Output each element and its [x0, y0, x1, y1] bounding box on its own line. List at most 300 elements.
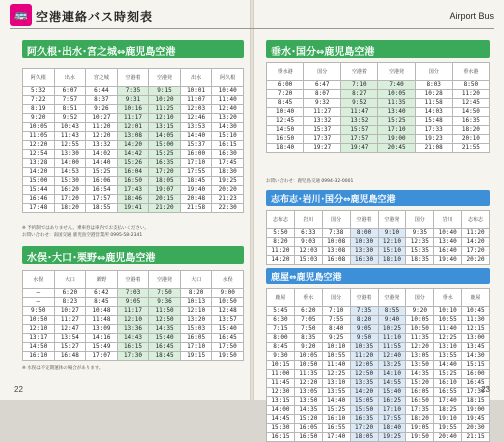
section-banner-kanoya: [266, 268, 490, 284]
table-cell: 11:45: [267, 379, 295, 388]
table-cell: 16:05: [406, 388, 434, 397]
table-cell: 14:40: [434, 361, 462, 370]
column-header: 出水: [54, 69, 86, 87]
table-cell: 10:40: [212, 87, 244, 96]
table-cell: 16:10: [23, 352, 55, 361]
table-row: [267, 343, 490, 352]
column-header: 大口: [54, 271, 86, 289]
table-cell: 8:00: [350, 229, 378, 238]
table-cell: 15:20: [294, 415, 322, 424]
table-cell: 19:41: [117, 204, 149, 213]
table-cell: 22:30: [212, 204, 244, 213]
table-cell: 17:43: [117, 186, 149, 195]
table-cell: 9:35: [406, 229, 434, 238]
table-cell: 7:57: [54, 96, 86, 105]
table-cell: 12:20: [406, 343, 434, 352]
table-cell: 11:40: [212, 96, 244, 105]
table-cell: 12:03: [294, 247, 322, 256]
table-cell: 12:03: [180, 105, 212, 114]
table-cell: 15:30: [54, 177, 86, 186]
column-header: 鹿屋: [462, 289, 490, 307]
table-cell: 20:48: [180, 195, 212, 204]
table-cell: 13:50: [294, 397, 322, 406]
table-cell: 14:05: [149, 132, 181, 141]
table-row: [23, 141, 244, 150]
table-cell: 11:47: [341, 108, 378, 117]
table-cell: 12:45: [267, 117, 304, 126]
table-cell: 10:35: [350, 343, 378, 352]
table-row: [267, 433, 490, 442]
column-header: 空港着: [350, 211, 378, 229]
table-cell: 6:42: [86, 289, 118, 298]
table-cell: 17:48: [23, 204, 55, 213]
table-cell: 13:05: [294, 388, 322, 397]
table-cell: 12:54: [23, 150, 55, 159]
table-cell: 11:10: [378, 334, 406, 343]
table-cell: 19:15: [180, 352, 212, 361]
table-cell: 6:47: [304, 81, 341, 90]
table-cell: 13:08: [322, 247, 350, 256]
table-cell: 11:43: [54, 132, 86, 141]
table-cell: 13:35: [350, 379, 378, 388]
table-cell: 19:23: [415, 135, 452, 144]
table-cell: 14:35: [294, 406, 322, 415]
table-cell: 10:10: [434, 307, 462, 316]
table-cell: 19:40: [180, 186, 212, 195]
table-cell: 13:53: [180, 123, 212, 132]
table-header-row: [267, 289, 490, 307]
table-cell: 13:30: [350, 247, 378, 256]
table-cell: 18:55: [86, 204, 118, 213]
table-cell: 13:10: [322, 379, 350, 388]
table-cell: 12:20: [23, 141, 55, 150]
table-cell: 19:25: [212, 177, 244, 186]
table-cell: 7:35: [117, 87, 149, 96]
table-cell: 20:20: [212, 186, 244, 195]
table-cell: 17:20: [54, 195, 86, 204]
notes-mizumata: [22, 365, 244, 372]
table-cell: 16:25: [378, 397, 406, 406]
table-row: [267, 424, 490, 433]
table-cell: 16:50: [267, 135, 304, 144]
section-banner-mizumata: [22, 246, 244, 264]
table-cell: 12:40: [378, 352, 406, 361]
table-cell: 12:10: [378, 238, 406, 247]
table-row: [23, 168, 244, 177]
table-row: [23, 186, 244, 195]
table-cell: 11:20: [267, 247, 295, 256]
column-header: 空港着: [350, 289, 378, 307]
notes-tarumizu: [266, 178, 490, 185]
note-line: お問い合わせ：鹿児島交通 0994-32-0001: [266, 179, 354, 184]
table-cell: 21:58: [180, 204, 212, 213]
note-line: お問い合わせ：南国交通 鹿児島空港営業所 0995-58-2341: [22, 233, 143, 238]
table-cell: 15:27: [54, 343, 86, 352]
table-cell: 13:54: [54, 334, 86, 343]
table-row: [267, 379, 490, 388]
table-row: [23, 96, 244, 105]
table-cell: 9:20: [23, 114, 55, 123]
table-cell: 5:50: [267, 229, 295, 238]
table-cell: 12:40: [212, 105, 244, 114]
table-cell: 11:05: [23, 132, 55, 141]
table-cell: 8:27: [341, 90, 378, 99]
table-row: [267, 256, 490, 265]
table-cell: 9:10: [378, 229, 406, 238]
table-cell: 11:25: [149, 105, 181, 114]
table-row: [23, 123, 244, 132]
table-cell: 20:15: [149, 195, 181, 204]
table-cell: 15:49: [86, 343, 118, 352]
table-cell: 6:07: [54, 87, 86, 96]
table-cell: 7:05: [294, 316, 322, 325]
column-header: 鹿屋: [267, 289, 295, 307]
table-cell: 14:03: [415, 108, 452, 117]
column-header: 栗野: [86, 271, 118, 289]
table-cell: 19:00: [378, 135, 415, 144]
table-row: [23, 204, 244, 213]
column-header: 宮之城: [86, 69, 118, 87]
table-cell: 15:00: [23, 177, 55, 186]
table-cell: 19:00: [462, 406, 490, 415]
table-cell: 10:50: [406, 325, 434, 334]
column-header: 垂水: [434, 289, 462, 307]
table-cell: 10:28: [415, 90, 452, 99]
table-cell: 13:32: [304, 117, 341, 126]
table-cell: 7:20: [267, 90, 304, 99]
table-cell: 11:17: [117, 114, 149, 123]
column-header: 空港着: [117, 69, 149, 87]
table-cell: 13:40: [378, 108, 415, 117]
table-cell: 14:10: [378, 370, 406, 379]
table-cell: 12:45: [452, 99, 489, 108]
table-cell: 16:45: [462, 379, 490, 388]
table-cell: 9:40: [378, 316, 406, 325]
table-cell: 15:03: [294, 256, 322, 265]
table-cell: 8:23: [54, 298, 86, 307]
table-cell: 9:00: [212, 289, 244, 298]
table-cell: 14:20: [350, 388, 378, 397]
column-header: 大口: [180, 271, 212, 289]
table-row: [23, 132, 244, 141]
bus-icon: 🚌: [10, 4, 32, 26]
table-cell: 10:05: [294, 352, 322, 361]
table-cell: 9:30: [267, 352, 295, 361]
table-cell: 12:05: [350, 361, 378, 370]
table-cell: 15:30: [267, 424, 295, 433]
table-cell: 10:27: [54, 307, 86, 316]
timetable-akune: [22, 68, 244, 213]
table-cell: 5:32: [23, 87, 55, 96]
route-title-akune: 阿久根･出水･宮之城⇔鹿児島空港: [27, 47, 176, 58]
table-cell: 19:10: [434, 415, 462, 424]
table-cell: 16:10: [322, 415, 350, 424]
route-title-kanoya: 鹿屋⇔鹿児島空港: [271, 273, 342, 283]
table-cell: 11:40: [434, 325, 462, 334]
table-cell: 13:09: [86, 325, 118, 334]
table-cell: 17:30: [462, 388, 490, 397]
table-cell: 8:07: [304, 90, 341, 99]
table-cell: 17:45: [212, 159, 244, 168]
route-title-tarumizu: 垂水･国分⇔鹿児島空港: [271, 47, 375, 58]
table-cell: 12:10: [180, 307, 212, 316]
table-cell: 18:30: [212, 168, 244, 177]
table-cell: 17:33: [415, 126, 452, 135]
table-cell: 15:57: [341, 126, 378, 135]
table-cell: 18:05: [350, 433, 378, 442]
table-cell: 14:53: [54, 168, 86, 177]
table-cell: —: [23, 289, 55, 298]
table-cell: 10:48: [86, 307, 118, 316]
table-cell: 11:58: [415, 99, 452, 108]
table-cell: 18:45: [149, 352, 181, 361]
table-row: [267, 144, 490, 153]
table-cell: 15:03: [180, 325, 212, 334]
table-header-row: [23, 271, 244, 289]
table-cell: 10:45: [462, 307, 490, 316]
right-page: [252, 0, 504, 440]
timetable-mizumata: [22, 270, 244, 361]
table-cell: 16:20: [54, 186, 86, 195]
table-cell: 17:30: [117, 352, 149, 361]
table-cell: 8:35: [294, 334, 322, 343]
table-cell: 20:10: [452, 135, 489, 144]
table-cell: 15:40: [149, 334, 181, 343]
table-header-row: [23, 69, 244, 87]
table-row: [23, 352, 244, 361]
table-cell: 14:20: [267, 256, 295, 265]
table-cell: 18:20: [452, 126, 489, 135]
table-cell: 8:00: [267, 334, 295, 343]
table-row: [267, 238, 490, 247]
table-cell: 6:20: [54, 289, 86, 298]
table-cell: 14:20: [462, 238, 490, 247]
table-cell: 13:32: [86, 141, 118, 150]
table-cell: 16:45: [212, 334, 244, 343]
table-cell: 11:27: [54, 316, 86, 325]
table-cell: 19:25: [378, 433, 406, 442]
table-cell: 18:46: [117, 195, 149, 204]
table-cell: 15:25: [149, 150, 181, 159]
table-cell: 13:36: [117, 325, 149, 334]
table-row: [267, 352, 490, 361]
table-cell: 20:20: [462, 256, 490, 265]
table-cell: 19:50: [212, 352, 244, 361]
table-cell: 13:30: [54, 150, 86, 159]
table-cell: 14:00: [267, 406, 295, 415]
table-cell: 10:01: [180, 87, 212, 96]
table-cell: 6:44: [86, 87, 118, 96]
table-cell: 14:50: [267, 126, 304, 135]
table-cell: 16:05: [180, 334, 212, 343]
table-cell: 16:45: [149, 343, 181, 352]
table-cell: 11:20: [452, 90, 489, 99]
table-cell: 17:55: [378, 415, 406, 424]
table-row: [267, 415, 490, 424]
table-cell: 16:15: [267, 433, 295, 442]
table-cell: 19:47: [341, 144, 378, 153]
table-cell: 16:46: [23, 195, 55, 204]
table-cell: 11:40: [322, 361, 350, 370]
table-cell: 10:05: [406, 316, 434, 325]
table-cell: 10:30: [350, 238, 378, 247]
table-cell: 10:15: [267, 361, 295, 370]
table-cell: 10:13: [180, 298, 212, 307]
table-cell: 12:20: [294, 379, 322, 388]
table-row: [267, 108, 490, 117]
table-cell: 17:40: [434, 397, 462, 406]
table-cell: 14:20: [117, 141, 149, 150]
table-row: [23, 334, 244, 343]
table-cell: 18:20: [406, 415, 434, 424]
table-cell: 9:03: [294, 238, 322, 247]
table-row: [23, 87, 244, 96]
column-header: 垂水港: [452, 63, 489, 81]
table-cell: 16:55: [322, 424, 350, 433]
table-cell: 12:10: [149, 114, 181, 123]
table-cell: 11:20: [350, 352, 378, 361]
table-cell: 12:50: [350, 370, 378, 379]
table-cell: 17:55: [180, 168, 212, 177]
table-cell: 11:35: [378, 99, 415, 108]
table-cell: 13:15: [149, 123, 181, 132]
table-cell: 16:40: [434, 247, 462, 256]
route-title-mizumata: 水俣･大口･栗野⇔鹿児島空港: [27, 253, 156, 264]
table-cell: 12:25: [322, 370, 350, 379]
table-cell: 9:50: [350, 334, 378, 343]
table-row: [267, 334, 490, 343]
table-row: [267, 247, 490, 256]
table-cell: 15:10: [212, 132, 244, 141]
table-cell: 9:32: [304, 99, 341, 108]
table-cell: 14:02: [86, 150, 118, 159]
column-header: 国分: [322, 289, 350, 307]
table-row: [267, 361, 490, 370]
table-cell: 16:05: [294, 424, 322, 433]
timetable-tarumizu: [266, 62, 490, 153]
table-cell: 10:25: [378, 325, 406, 334]
table-cell: 11:48: [86, 316, 118, 325]
table-cell: 21:20: [149, 204, 181, 213]
column-header: 水俣: [212, 271, 244, 289]
table-cell: 17:50: [212, 343, 244, 352]
table-cell: 15:25: [434, 370, 462, 379]
table-cell: 18:10: [378, 256, 406, 265]
table-row: [267, 307, 490, 316]
page-number-right: 23: [481, 385, 490, 394]
table-cell: 16:30: [212, 150, 244, 159]
table-cell: 10:05: [23, 123, 55, 132]
table-cell: 16:00: [180, 150, 212, 159]
table-cell: 6:20: [294, 307, 322, 316]
column-header: 空港発: [378, 289, 406, 307]
column-header: 岩川: [434, 211, 462, 229]
table-cell: 15:20: [406, 379, 434, 388]
table-row: [267, 126, 490, 135]
table-cell: 13:57: [212, 316, 244, 325]
table-cell: 7:03: [117, 289, 149, 298]
table-cell: 16:10: [434, 379, 462, 388]
table-cell: 11:35: [294, 370, 322, 379]
table-cell: 9:15: [149, 87, 181, 96]
table-cell: 17:40: [322, 433, 350, 442]
table-cell: 7:40: [378, 81, 415, 90]
column-header: 国分: [406, 211, 434, 229]
column-header: 出水: [180, 69, 212, 87]
table-cell: 11:50: [149, 307, 181, 316]
table-cell: 13:45: [462, 343, 490, 352]
table-cell: 7:10: [341, 81, 378, 90]
table-cell: 16:35: [452, 117, 489, 126]
timetable-shibushi: [266, 210, 490, 265]
table-cell: 16:54: [86, 186, 118, 195]
table-cell: 10:20: [149, 96, 181, 105]
column-header: 空港発: [378, 211, 406, 229]
table-header-row: [267, 211, 490, 229]
table-cell: 9:26: [86, 105, 118, 114]
table-row: [267, 81, 490, 90]
table-cell: 16:30: [350, 256, 378, 265]
section-banner-tarumizu: [266, 40, 490, 58]
table-cell: 15:40: [378, 388, 406, 397]
table-cell: 9:52: [341, 99, 378, 108]
table-row: [23, 195, 244, 204]
page-number-left: 22: [14, 385, 23, 394]
table-cell: 10:10: [322, 343, 350, 352]
table-cell: 15:25: [322, 406, 350, 415]
table-cell: 7:10: [322, 307, 350, 316]
table-cell: 19:05: [406, 424, 434, 433]
table-cell: 14:20: [23, 168, 55, 177]
table-row: [23, 307, 244, 316]
table-cell: 15:25: [378, 117, 415, 126]
table-row: [267, 397, 490, 406]
table-row: [267, 316, 490, 325]
table-cell: 9:20: [406, 307, 434, 316]
table-cell: 11:00: [267, 370, 295, 379]
table-cell: 19:55: [434, 424, 462, 433]
table-cell: 8:45: [267, 99, 304, 108]
table-cell: 20:40: [434, 433, 462, 442]
table-cell: 14:40: [180, 132, 212, 141]
left-page: [0, 0, 252, 400]
column-header: 空港発: [378, 63, 415, 81]
table-cell: 16:55: [434, 388, 462, 397]
table-cell: 10:40: [267, 108, 304, 117]
table-cell: 15:25: [86, 168, 118, 177]
table-row: [23, 114, 244, 123]
table-cell: 21:55: [452, 144, 489, 153]
table-cell: 20:30: [462, 424, 490, 433]
table-cell: 6:00: [267, 81, 304, 90]
table-cell: 14:55: [378, 379, 406, 388]
column-header: 国分: [415, 63, 452, 81]
table-cell: 9:52: [54, 114, 86, 123]
table-cell: 17:07: [86, 352, 118, 361]
table-cell: 15:44: [23, 186, 55, 195]
table-cell: 17:20: [462, 247, 490, 256]
table-cell: 12:20: [86, 132, 118, 141]
table-cell: 14:42: [117, 150, 149, 159]
table-cell: 15:37: [180, 141, 212, 150]
column-header: 垂水港: [267, 63, 304, 81]
table-cell: 10:27: [86, 114, 118, 123]
table-cell: 7:50: [149, 289, 181, 298]
table-cell: 19:40: [434, 256, 462, 265]
table-cell: 13:55: [434, 352, 462, 361]
table-cell: 12:55: [54, 141, 86, 150]
table-cell: 14:50: [452, 108, 489, 117]
